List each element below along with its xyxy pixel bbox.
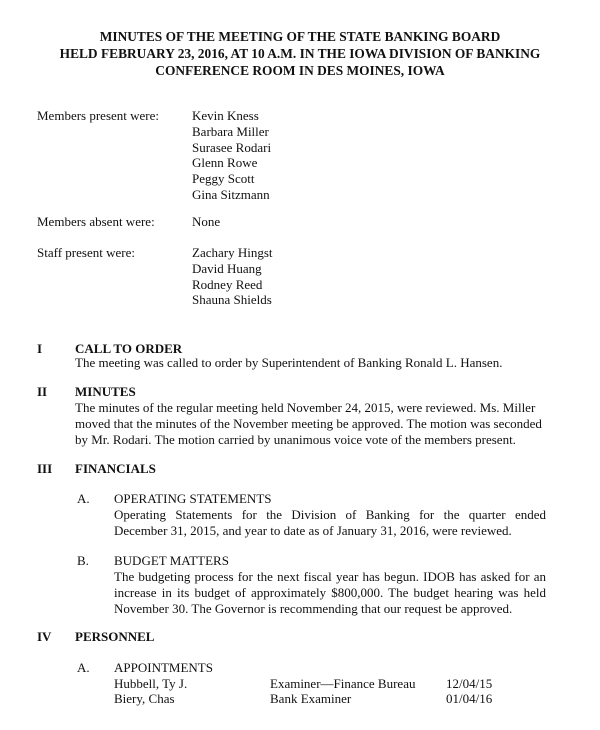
section-title-call-to-order: CALL TO ORDER — [75, 341, 183, 356]
staff-name: Rodney Reed — [192, 276, 263, 292]
member-name: Kevin Kness — [192, 108, 259, 123]
minutes-text — [75, 400, 542, 448]
paragraph-line: The budgeting process for the next fiscal year has begun. IDOB has asked for an — [114, 569, 546, 584]
paragraph-line: November 30. The Governor is recommending that our request be approved. — [114, 601, 513, 616]
appointment-date: 12/04/15 — [446, 676, 493, 691]
section-number: I — [37, 341, 43, 356]
subsection-letter: A. — [77, 660, 90, 675]
operating-statements-text — [114, 507, 546, 539]
subsection-title-appointments: APPOINTMENTS — [114, 660, 213, 675]
section-title-financials: FINANCIALS — [75, 461, 156, 476]
members-absent-label: Members absent were: — [37, 214, 155, 229]
staff-name: Zachary Hingst — [192, 245, 273, 260]
staff-name: David Huang — [192, 260, 262, 276]
section-number: II — [37, 384, 48, 399]
section-title-minutes: MINUTES — [75, 384, 136, 399]
absent-name: None — [192, 214, 221, 229]
member-name: Peggy Scott — [192, 171, 255, 187]
header-line-1: MINUTES OF THE MEETING OF THE STATE BANKING BOARD — [99, 29, 501, 44]
appointment-row — [114, 676, 554, 692]
appointment-name: Biery, Chas — [114, 691, 175, 706]
appointment-name: Hubbell, Ty J. — [114, 676, 188, 691]
budget-matters-text — [114, 569, 546, 617]
paragraph-line: The minutes of the regular meeting held November 24, 2015, were reviewed. Ms. Miller — [75, 400, 536, 415]
subsection-letter: B. — [77, 553, 89, 568]
staff-present-list — [192, 245, 273, 308]
document-header — [0, 28, 600, 79]
call-to-order-text — [75, 355, 517, 371]
appointment-date: 01/04/16 — [446, 691, 493, 706]
subsection-title-budget-matters: BUDGET MATTERS — [114, 553, 229, 568]
paragraph-line: Operating Statements for the Division of Banking for the quarter ended — [114, 507, 546, 522]
member-name: Gina Sitzmann — [192, 186, 270, 202]
paragraph-line: The meeting was called to order by Superintendent of Banking Ronald L. Hansen. — [75, 355, 503, 370]
staff-name: Shauna Shields — [192, 292, 272, 308]
member-name: Glenn Rowe — [192, 155, 258, 171]
header-line-3: CONFERENCE ROOM IN DES MOINES, IOWA — [155, 63, 445, 78]
members-present-list — [192, 108, 271, 203]
section-title-personnel: PERSONNEL — [75, 629, 155, 644]
member-name: Barbara Miller — [192, 123, 269, 139]
staff-present-label: Staff present were: — [37, 245, 135, 260]
appointment-position: Examiner—Finance Bureau — [270, 676, 416, 691]
members-present-label: Members present were: — [37, 108, 160, 123]
header-line-2: HELD FEBRUARY 23, 2016, AT 10 A.M. IN THE IOWA DIVISION OF BANKING — [59, 46, 541, 61]
members-absent-list — [192, 214, 220, 230]
paragraph-line: increase in its budget of approximately $800,000. The budget hearing was held — [114, 585, 546, 600]
paragraph-line: moved that the minutes of the November meeting be approved. The motion was seconded — [75, 416, 542, 431]
section-number: III — [37, 461, 53, 476]
appointment-row — [114, 691, 554, 707]
member-name: Surasee Rodari — [192, 139, 272, 155]
subsection-title-operating-statements: OPERATING STATEMENTS — [114, 491, 272, 506]
paragraph-line: by Mr. Rodari. The motion carried by unanimous voice vote of the members present. — [75, 432, 516, 447]
subsection-letter: A. — [77, 491, 90, 506]
paragraph-line: December 31, 2015, and year to date as of January 31, 2016, were reviewed. — [114, 523, 512, 538]
appointment-position: Bank Examiner — [270, 691, 352, 706]
section-number: IV — [37, 629, 52, 644]
